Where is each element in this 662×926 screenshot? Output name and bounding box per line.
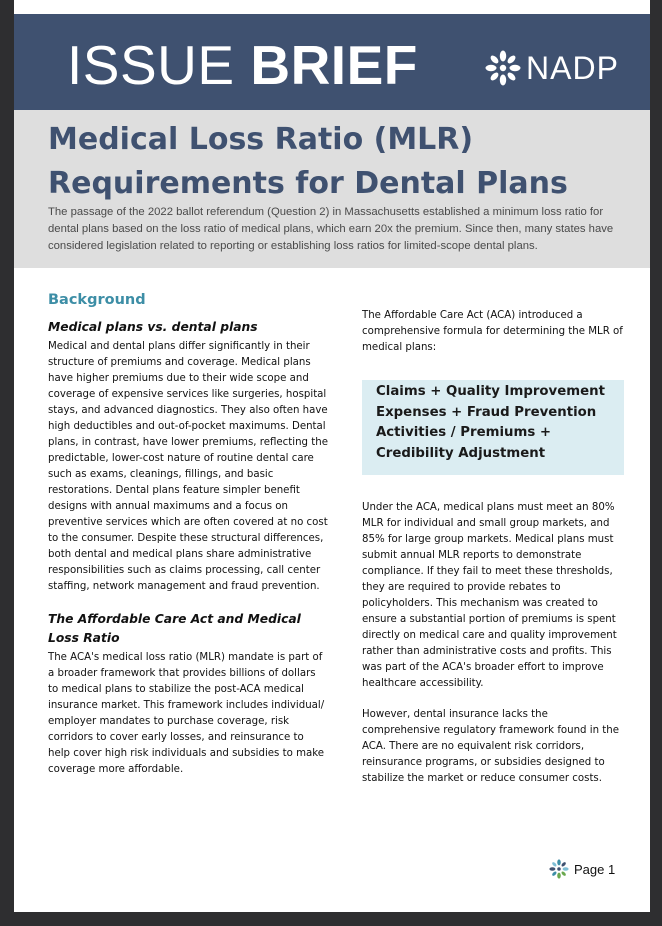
intro-paragraph: The passage of the 2022 ballot referendum (Question 2) in Massachusetts established a minimum loss ratio for dental plans based on the loss ratio of medical plans, which earn 20x the premium. Since then, many states have considered legislation related to reporting or establishing loss ratios for limited-scope dental plans.	[48, 206, 614, 252]
aca-mlr-paragraph: The ACA's medical loss ratio (MLR) mandate is part of a broader framework that provides billions of dollars to medical plans to stabilize the post-ACA medical insurance market. This framework includes individual/ employer mandates to purchase coverage, risk corridors to cover early losses, and reinsurance to help cover high risk individuals and subsidies to make coverage more affordable.	[48, 652, 325, 775]
logo-text: NADP	[526, 50, 619, 86]
mlr-formula-box	[362, 380, 624, 475]
nadp-flower-icon	[548, 858, 570, 880]
aca-requirements-paragraph: Under the ACA, medical plans must meet an 80% MLR for individual and small group markets, and 85% for large group markets. Medical plans must submit annual MLR reports to demonstrate compliance. If they fail to meet these thresholds, they are required to provide rebates to policyholders. This mechanism was created to ensure a substantial portion of premiums is spent directly on medical care and quality improvement rather than administrative costs and profits. This was part of the ACA's broader effort to improve healthcare accessibility.	[362, 501, 617, 689]
issue-brief-banner	[14, 14, 650, 110]
banner-title	[67, 36, 418, 94]
background-heading: Background	[48, 292, 146, 308]
page-title: Medical Loss Ratio (MLR) Requirements for Dental Plans	[48, 122, 568, 201]
medical-vs-dental-heading: Medical plans vs. dental plans	[48, 320, 258, 334]
page-footer	[548, 858, 638, 882]
aca-mlr-heading: The Affordable Care Act and Medical Loss Ratio	[48, 612, 301, 645]
page-number: Page 1	[574, 862, 616, 877]
nadp-flower-icon	[484, 48, 522, 88]
banner-title-light: ISSUE	[67, 34, 235, 96]
right-column	[362, 308, 628, 787]
intro-band	[14, 110, 650, 268]
nadp-logo	[484, 48, 624, 88]
dental-insurance-paragraph: However, dental insurance lacks the comprehensive regulatory framework found in the ACA. There are no equivalent risk corridors, reinsurance programs, or subsidies designed to stabilize the market or reduce consumer costs.	[362, 708, 620, 784]
spacer	[48, 595, 328, 610]
left-column	[48, 290, 328, 778]
medical-vs-dental-paragraph: Medical and dental plans differ significantly in their structure of premiums and coverage. Medical plans have higher premiums due to their wide scope and coverage of expensive services like surgeries, hospital stays, and advanced diagnostics. They also often have high deductibles and out-of-pocket maximums. Dental plans, in contrast, have lower premiums, reflecting the predictable, lower-cost nature of routine dental care such as exams, cleanings, fillings, and basic restorations. Dental plans feature simpler benefit designs with annual maximums and a focus on preventive services which are often covered at no cost to the consumer. Despite these structural differences, both dental and medical plans share administrative responsibilities such as claims processing, call center staffing, network management and fraud prevention.	[48, 341, 328, 592]
spacer	[362, 692, 628, 707]
aca-formula-intro: The Affordable Care Act (ACA) introduced a comprehensive formula for determining the MLR of medical plans:	[362, 310, 623, 353]
document-page	[14, 0, 650, 912]
mlr-formula: Claims + Quality Improvement Expenses + Fraud Prevention Activities / Premiums + Credibility Adjustment	[376, 384, 605, 462]
banner-title-bold: BRIEF	[250, 34, 418, 96]
